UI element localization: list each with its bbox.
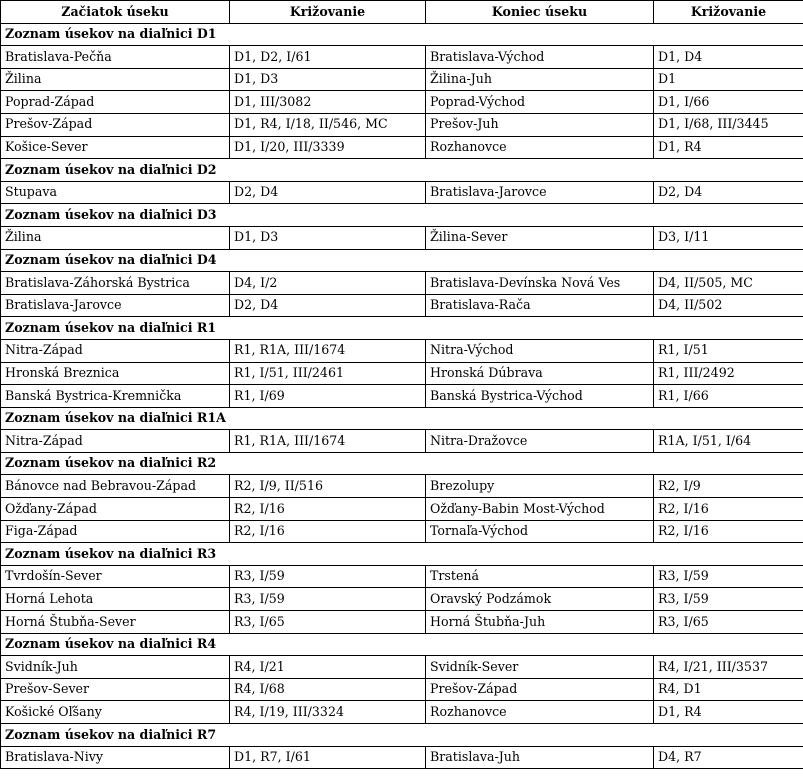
section-title: Zoznam úsekov na diaľnici R7 xyxy=(1,724,803,747)
section-heading-row xyxy=(1,317,803,340)
start-section-cell: Nitra-Západ xyxy=(1,430,230,453)
table-row xyxy=(1,136,803,159)
header-end-junction: Križovanie xyxy=(654,1,803,24)
end-junction-cell: R1, I/66 xyxy=(654,385,803,408)
section-heading-row xyxy=(1,23,803,46)
table-row xyxy=(1,520,803,543)
section-heading-row xyxy=(1,159,803,182)
section-heading-row xyxy=(1,543,803,566)
end-section-cell: Bratislava-Rača xyxy=(426,294,654,317)
start-section-cell: Horná Lehota xyxy=(1,588,230,611)
table-row xyxy=(1,181,803,204)
end-junction-cell: R1, III/2492 xyxy=(654,362,803,385)
start-section-cell: Banská Bystrica-Kremnička xyxy=(1,385,230,408)
section-heading-row xyxy=(1,407,803,430)
section-title: Zoznam úsekov na diaľnici D1 xyxy=(1,23,803,46)
start-section-cell: Figa-Západ xyxy=(1,520,230,543)
start-section-cell: Bratislava-Nivy xyxy=(1,746,230,769)
table-row xyxy=(1,588,803,611)
table-body xyxy=(1,23,803,769)
header-start-section: Začiatok úseku xyxy=(1,1,230,24)
start-section-cell: Žilina xyxy=(1,226,230,249)
end-junction-cell: R3, I/65 xyxy=(654,611,803,634)
start-section-cell: Bratislava-Záhorská Bystrica xyxy=(1,272,230,295)
start-junction-cell: R4, I/68 xyxy=(230,678,426,701)
start-section-cell: Bratislava-Jarovce xyxy=(1,294,230,317)
header-row xyxy=(1,1,803,24)
table-row xyxy=(1,339,803,362)
end-section-cell: Trstená xyxy=(426,565,654,588)
section-title: Zoznam úsekov na diaľnici R1 xyxy=(1,317,803,340)
section-title: Zoznam úsekov na diaľnici R2 xyxy=(1,452,803,475)
start-junction-cell: D2, D4 xyxy=(230,181,426,204)
header-end-section: Koniec úseku xyxy=(426,1,654,24)
section-title: Zoznam úsekov na diaľnici D2 xyxy=(1,159,803,182)
end-junction-cell: D4, II/505, MC xyxy=(654,272,803,295)
start-junction-cell: D4, I/2 xyxy=(230,272,426,295)
table-row xyxy=(1,565,803,588)
end-junction-cell: R1A, I/51, I/64 xyxy=(654,430,803,453)
table-row xyxy=(1,91,803,114)
table-header xyxy=(1,1,803,24)
end-section-cell: Nitra-Východ xyxy=(426,339,654,362)
end-section-cell: Horná Štubňa-Juh xyxy=(426,611,654,634)
end-junction-cell: R2, I/16 xyxy=(654,498,803,521)
start-section-cell: Žilina xyxy=(1,68,230,91)
start-junction-cell: D2, D4 xyxy=(230,294,426,317)
end-section-cell: Oravský Podzámok xyxy=(426,588,654,611)
section-heading-row xyxy=(1,724,803,747)
end-section-cell: Rozhanovce xyxy=(426,701,654,724)
start-junction-cell: D1, R4, I/18, II/546, MC xyxy=(230,113,426,136)
start-section-cell: Ožďany-Západ xyxy=(1,498,230,521)
end-section-cell: Ožďany-Babin Most-Východ xyxy=(426,498,654,521)
start-junction-cell: D1, R7, I/61 xyxy=(230,746,426,769)
end-section-cell: Bratislava-Juh xyxy=(426,746,654,769)
table-row xyxy=(1,475,803,498)
section-heading-row xyxy=(1,452,803,475)
table-row xyxy=(1,498,803,521)
start-junction-cell: R1, I/69 xyxy=(230,385,426,408)
end-junction-cell: D4, R7 xyxy=(654,746,803,769)
start-junction-cell: R2, I/16 xyxy=(230,498,426,521)
start-junction-cell: D1, I/20, III/3339 xyxy=(230,136,426,159)
start-section-cell: Tvrdošín-Sever xyxy=(1,565,230,588)
section-title: Zoznam úsekov na diaľnici D3 xyxy=(1,204,803,227)
end-section-cell: Bratislava-Východ xyxy=(426,46,654,69)
table-row xyxy=(1,362,803,385)
start-section-cell: Košické Oľšany xyxy=(1,701,230,724)
start-junction-cell: D1, D3 xyxy=(230,226,426,249)
end-section-cell: Tornaľa-Východ xyxy=(426,520,654,543)
start-section-cell: Hronská Breznica xyxy=(1,362,230,385)
end-junction-cell: R1, I/51 xyxy=(654,339,803,362)
start-junction-cell: R2, I/16 xyxy=(230,520,426,543)
end-junction-cell: R4, D1 xyxy=(654,678,803,701)
end-section-cell: Bratislava-Devínska Nová Ves xyxy=(426,272,654,295)
end-section-cell: Banská Bystrica-Východ xyxy=(426,385,654,408)
table-row xyxy=(1,68,803,91)
start-section-cell: Bratislava-Pečňa xyxy=(1,46,230,69)
end-section-cell: Rozhanovce xyxy=(426,136,654,159)
end-section-cell: Žilina-Sever xyxy=(426,226,654,249)
end-section-cell: Poprad-Východ xyxy=(426,91,654,114)
end-junction-cell: D1 xyxy=(654,68,803,91)
start-junction-cell: R1, R1A, III/1674 xyxy=(230,430,426,453)
start-junction-cell: R2, I/9, II/516 xyxy=(230,475,426,498)
section-heading-row xyxy=(1,633,803,656)
end-junction-cell: D1, I/66 xyxy=(654,91,803,114)
start-section-cell: Poprad-Západ xyxy=(1,91,230,114)
end-section-cell: Bratislava-Jarovce xyxy=(426,181,654,204)
end-section-cell: Žilina-Juh xyxy=(426,68,654,91)
end-junction-cell: D1, I/68, III/3445 xyxy=(654,113,803,136)
table-row xyxy=(1,611,803,634)
section-heading-row xyxy=(1,249,803,272)
section-title: Zoznam úsekov na diaľnici R3 xyxy=(1,543,803,566)
start-junction-cell: D1, D2, I/61 xyxy=(230,46,426,69)
start-junction-cell: R3, I/59 xyxy=(230,588,426,611)
end-section-cell: Svidník-Sever xyxy=(426,656,654,679)
table-row xyxy=(1,746,803,769)
end-junction-cell: R3, I/59 xyxy=(654,565,803,588)
table-row xyxy=(1,385,803,408)
end-junction-cell: R2, I/9 xyxy=(654,475,803,498)
start-section-cell: Svidník-Juh xyxy=(1,656,230,679)
start-section-cell: Košice-Sever xyxy=(1,136,230,159)
end-section-cell: Prešov-Juh xyxy=(426,113,654,136)
end-junction-cell: D4, II/502 xyxy=(654,294,803,317)
table-row xyxy=(1,430,803,453)
table-row xyxy=(1,113,803,136)
end-junction-cell: R4, I/21, III/3537 xyxy=(654,656,803,679)
start-section-cell: Nitra-Západ xyxy=(1,339,230,362)
section-heading-row xyxy=(1,204,803,227)
table-row xyxy=(1,294,803,317)
start-section-cell: Prešov-Západ xyxy=(1,113,230,136)
table-row xyxy=(1,656,803,679)
start-section-cell: Stupava xyxy=(1,181,230,204)
start-junction-cell: R1, I/51, III/2461 xyxy=(230,362,426,385)
table-row xyxy=(1,272,803,295)
table-row xyxy=(1,46,803,69)
end-section-cell: Hronská Dúbrava xyxy=(426,362,654,385)
table-row xyxy=(1,701,803,724)
start-junction-cell: R4, I/19, III/3324 xyxy=(230,701,426,724)
header-start-junction: Križovanie xyxy=(230,1,426,24)
end-junction-cell: R2, I/16 xyxy=(654,520,803,543)
start-section-cell: Horná Štubňa-Sever xyxy=(1,611,230,634)
end-section-cell: Brezolupy xyxy=(426,475,654,498)
start-junction-cell: D1, III/3082 xyxy=(230,91,426,114)
table-row xyxy=(1,678,803,701)
section-title: Zoznam úsekov na diaľnici R4 xyxy=(1,633,803,656)
section-title: Zoznam úsekov na diaľnici D4 xyxy=(1,249,803,272)
start-junction-cell: R3, I/59 xyxy=(230,565,426,588)
end-junction-cell: D1, R4 xyxy=(654,136,803,159)
start-junction-cell: R4, I/21 xyxy=(230,656,426,679)
start-junction-cell: R3, I/65 xyxy=(230,611,426,634)
end-junction-cell: R3, I/59 xyxy=(654,588,803,611)
start-junction-cell: D1, D3 xyxy=(230,68,426,91)
end-section-cell: Nitra-Dražovce xyxy=(426,430,654,453)
end-section-cell: Prešov-Západ xyxy=(426,678,654,701)
start-section-cell: Bánovce nad Bebravou-Západ xyxy=(1,475,230,498)
section-title: Zoznam úsekov na diaľnici R1A xyxy=(1,407,803,430)
start-section-cell: Prešov-Sever xyxy=(1,678,230,701)
start-junction-cell: R1, R1A, III/1674 xyxy=(230,339,426,362)
table-row xyxy=(1,226,803,249)
end-junction-cell: D3, I/11 xyxy=(654,226,803,249)
end-junction-cell: D1, R4 xyxy=(654,701,803,724)
end-junction-cell: D1, D4 xyxy=(654,46,803,69)
end-junction-cell: D2, D4 xyxy=(654,181,803,204)
